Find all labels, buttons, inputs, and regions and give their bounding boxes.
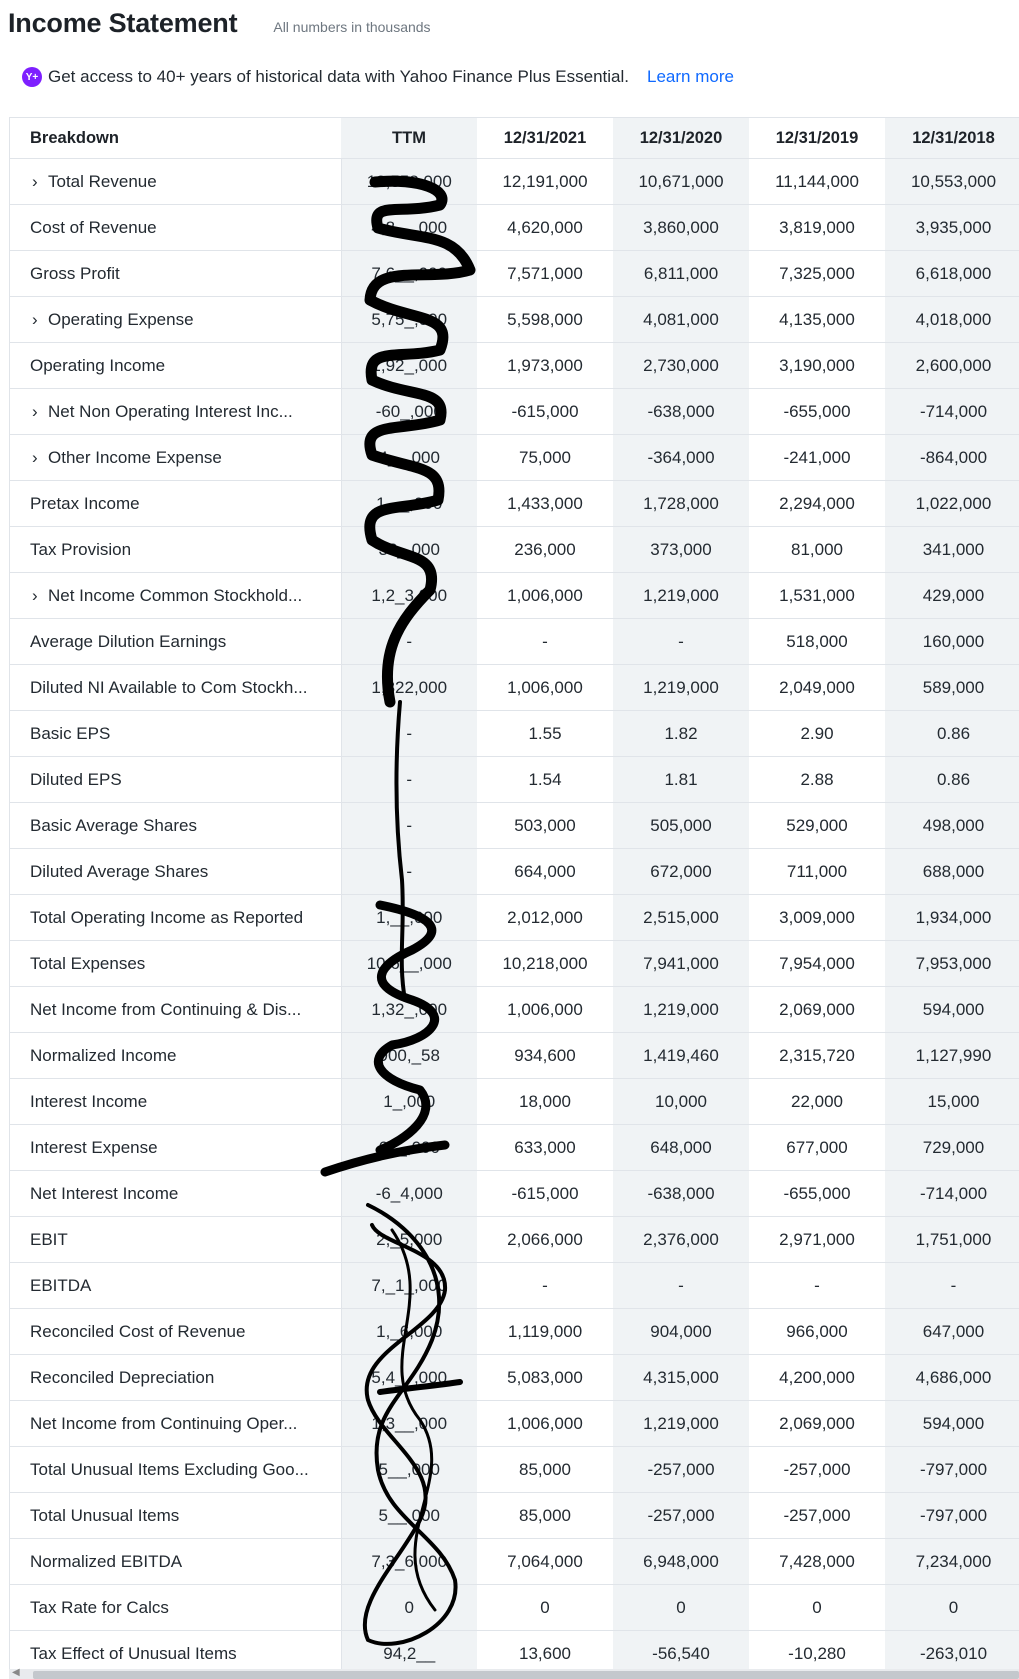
value-cell: 2,069,000 [749, 987, 885, 1033]
value-cell: 711,000 [749, 849, 885, 895]
row-label-cell [10, 941, 341, 987]
chevron-right-icon[interactable]: › [32, 309, 38, 329]
value-cell: -615,000 [477, 389, 613, 435]
value-cell: 1,219,000 [613, 665, 749, 711]
row-label-cell [10, 1079, 341, 1125]
value-cell: 2,012,000 [477, 895, 613, 941]
row-label-cell[interactable] [10, 297, 341, 343]
value-cell: 0 [613, 1585, 749, 1631]
column-header-breakdown: Breakdown [10, 118, 341, 159]
row-label-cell [10, 711, 341, 757]
value-cell: 904,000 [613, 1309, 749, 1355]
row-label-cell [10, 1539, 341, 1585]
chevron-right-icon[interactable]: › [32, 447, 38, 467]
ttm-value-cell: 7,6__,000 [341, 251, 477, 297]
row-label-cell[interactable] [10, 389, 341, 435]
yahoo-plus-icon: Y+ [22, 67, 42, 87]
row-label-cell [10, 1171, 341, 1217]
ttm-value-cell: 5__,000 [341, 1493, 477, 1539]
value-cell: 10,000 [613, 1079, 749, 1125]
row-label: Operating Income [30, 355, 166, 375]
table-row [10, 527, 1019, 573]
income-statement-table [9, 117, 1019, 1670]
table-row [10, 343, 1019, 389]
table-row [10, 1171, 1019, 1217]
value-cell: 594,000 [885, 987, 1019, 1033]
value-cell: 429,000 [885, 573, 1019, 619]
value-cell: 160,000 [885, 619, 1019, 665]
row-label-cell [10, 1263, 341, 1309]
row-label-cell [10, 1125, 341, 1171]
value-cell: 15,000 [885, 1079, 1019, 1125]
ttm-value-cell: 1,92_,000 [341, 343, 477, 389]
value-cell: 1.82 [613, 711, 749, 757]
value-cell: -615,000 [477, 1171, 613, 1217]
scrollbar-thumb[interactable] [33, 1671, 1019, 1679]
row-label: Basic EPS [30, 723, 111, 743]
value-cell: 529,000 [749, 803, 885, 849]
ttm-value-cell: 33_,000 [341, 527, 477, 573]
value-cell: 4,200,000 [749, 1355, 885, 1401]
row-label: Interest Expense [30, 1137, 158, 1157]
row-label: Tax Rate for Calcs [30, 1597, 169, 1617]
row-label-cell [10, 895, 341, 941]
row-label: Other Income Expense [48, 447, 222, 467]
row-label-cell[interactable] [10, 159, 341, 205]
value-cell: 6,618,000 [885, 251, 1019, 297]
row-label: Net Income Common Stockhold... [48, 585, 303, 605]
value-cell: 11,144,000 [749, 159, 885, 205]
value-cell: -257,000 [613, 1493, 749, 1539]
row-label-cell [10, 1631, 341, 1671]
value-cell: - [749, 1263, 885, 1309]
table-row[interactable] [10, 297, 1019, 343]
row-label: Operating Expense [48, 309, 194, 329]
value-cell: 2,066,000 [477, 1217, 613, 1263]
value-cell: 3,009,000 [749, 895, 885, 941]
row-label-cell[interactable] [10, 435, 341, 481]
value-cell: 1,219,000 [613, 573, 749, 619]
value-cell: 1,751,000 [885, 1217, 1019, 1263]
table-row [10, 665, 1019, 711]
table-row [10, 1217, 1019, 1263]
promo-text: Get access to 40+ years of historical data with Yahoo Finance Plus Essential. [48, 67, 629, 86]
value-cell: 2,049,000 [749, 665, 885, 711]
value-cell: 22,000 [749, 1079, 885, 1125]
value-cell: 3,935,000 [885, 205, 1019, 251]
value-cell: -241,000 [749, 435, 885, 481]
value-cell: 1,219,000 [613, 987, 749, 1033]
row-label-cell [10, 527, 341, 573]
row-label-cell [10, 205, 341, 251]
row-label: Net Income from Continuing Oper... [30, 1413, 298, 1433]
value-cell: 1,419,460 [613, 1033, 749, 1079]
ttm-value-cell: 94,2__ [341, 1631, 477, 1671]
value-cell: 2,376,000 [613, 1217, 749, 1263]
value-cell: - [885, 1263, 1019, 1309]
value-cell: 594,000 [885, 1401, 1019, 1447]
value-cell: 3,819,000 [749, 205, 885, 251]
table-row [10, 1539, 1019, 1585]
ttm-value-cell: 10,6__,000 [341, 941, 477, 987]
ttm-value-cell: 900,_58 [341, 1033, 477, 1079]
value-cell: 2,600,000 [885, 343, 1019, 389]
value-cell: - [613, 1263, 749, 1309]
row-label-cell [10, 1401, 341, 1447]
value-cell: -797,000 [885, 1493, 1019, 1539]
value-cell: 4,018,000 [885, 297, 1019, 343]
table-row [10, 1585, 1019, 1631]
ttm-value-cell: -60_,000 [341, 389, 477, 435]
ttm-value-cell: 1,_6,000 [341, 1309, 477, 1355]
horizontal-scrollbar[interactable] [9, 1669, 1019, 1679]
value-cell: 2.88 [749, 757, 885, 803]
row-label: Reconciled Depreciation [30, 1367, 215, 1387]
row-label-cell [10, 1355, 341, 1401]
value-cell: 647,000 [885, 1309, 1019, 1355]
row-label-cell [10, 1447, 341, 1493]
value-cell: 1,022,000 [885, 481, 1019, 527]
value-cell: 6,948,000 [613, 1539, 749, 1585]
value-cell: -364,000 [613, 435, 749, 481]
value-cell: 6,811,000 [613, 251, 749, 297]
value-cell: 7,325,000 [749, 251, 885, 297]
chevron-right-icon[interactable]: › [32, 585, 38, 605]
ttm-value-cell: - [341, 619, 477, 665]
row-label: Net Interest Income [30, 1183, 179, 1203]
table-row[interactable] [10, 159, 1019, 205]
table-row [10, 619, 1019, 665]
row-label-cell [10, 251, 341, 297]
page-header [8, 8, 431, 44]
value-cell: 1,531,000 [749, 573, 885, 619]
value-cell: 2,315,720 [749, 1033, 885, 1079]
value-cell: -257,000 [749, 1447, 885, 1493]
ttm-value-cell: - [341, 803, 477, 849]
row-label-cell [10, 757, 341, 803]
value-cell: 10,553,000 [885, 159, 1019, 205]
row-label: Total Unusual Items [30, 1505, 180, 1525]
value-cell: 13,600 [477, 1631, 613, 1671]
value-cell: 2,515,000 [613, 895, 749, 941]
value-cell: 1,934,000 [885, 895, 1019, 941]
column-header-2019: 12/31/2019 [749, 118, 885, 159]
row-label: Reconciled Cost of Revenue [30, 1321, 246, 1341]
column-header-2020: 12/31/2020 [613, 118, 749, 159]
value-cell: 7,954,000 [749, 941, 885, 987]
value-cell: 373,000 [613, 527, 749, 573]
ttm-value-cell: - [341, 711, 477, 757]
ttm-value-cell: 2,_5,000 [341, 1217, 477, 1263]
row-label: Total Operating Income as Reported [30, 907, 304, 927]
value-cell: 85,000 [477, 1493, 613, 1539]
value-cell: 1,127,990 [885, 1033, 1019, 1079]
row-label: Net Income from Continuing & Dis... [30, 999, 302, 1019]
ttm-value-cell: 7,_1_,000 [341, 1263, 477, 1309]
value-cell: -56,540 [613, 1631, 749, 1671]
ttm-value-cell: 1_,000 [341, 1079, 477, 1125]
table-row [10, 895, 1019, 941]
table-row [10, 1125, 1019, 1171]
table-row[interactable] [10, 435, 1019, 481]
value-cell: 1,728,000 [613, 481, 749, 527]
value-cell: -263,010 [885, 1631, 1019, 1671]
value-cell: 12,191,000 [477, 159, 613, 205]
row-label: EBIT [30, 1229, 68, 1249]
table-row [10, 481, 1019, 527]
row-label-cell[interactable] [10, 573, 341, 619]
table-row[interactable] [10, 573, 1019, 619]
value-cell: 1,119,000 [477, 1309, 613, 1355]
value-cell: 1,006,000 [477, 1401, 613, 1447]
table-row [10, 757, 1019, 803]
value-cell: -655,000 [749, 389, 885, 435]
row-label-cell [10, 343, 341, 389]
value-cell: 18,000 [477, 1079, 613, 1125]
row-label-cell [10, 987, 341, 1033]
row-label-cell [10, 1217, 341, 1263]
value-cell: 5,083,000 [477, 1355, 613, 1401]
value-cell: 648,000 [613, 1125, 749, 1171]
value-cell: 4,686,000 [885, 1355, 1019, 1401]
table-row [10, 1309, 1019, 1355]
value-cell: -638,000 [613, 389, 749, 435]
value-cell: - [613, 619, 749, 665]
value-cell: 505,000 [613, 803, 749, 849]
value-cell: 10,218,000 [477, 941, 613, 987]
chevron-right-icon[interactable]: › [32, 171, 38, 191]
value-cell: 672,000 [613, 849, 749, 895]
table-row [10, 1401, 1019, 1447]
row-label: Total Expenses [30, 953, 146, 973]
value-cell: 7,571,000 [477, 251, 613, 297]
ttm-value-cell: - [341, 849, 477, 895]
value-cell: 3,190,000 [749, 343, 885, 389]
table-header-row [10, 118, 1019, 159]
value-cell: 4,135,000 [749, 297, 885, 343]
value-cell: 2,069,000 [749, 1401, 885, 1447]
value-cell: 2,971,000 [749, 1217, 885, 1263]
value-cell: -714,000 [885, 389, 1019, 435]
ttm-value-cell: 1,32_,000 [341, 987, 477, 1033]
row-label: Average Dilution Earnings [30, 631, 227, 651]
table-row [10, 1355, 1019, 1401]
row-label-cell [10, 1033, 341, 1079]
value-cell: 75,000 [477, 435, 613, 481]
row-label: Normalized Income [30, 1045, 177, 1065]
value-cell: 688,000 [885, 849, 1019, 895]
row-label: Diluted Average Shares [30, 861, 209, 881]
value-cell: -714,000 [885, 1171, 1019, 1217]
value-cell: 503,000 [477, 803, 613, 849]
ttm-value-cell: 12,558,000 [341, 159, 477, 205]
value-cell: 4,081,000 [613, 297, 749, 343]
ttm-value-cell: 4__,000 [341, 435, 477, 481]
value-cell: -257,000 [749, 1493, 885, 1539]
ttm-value-cell: 0 [341, 1585, 477, 1631]
row-label-cell [10, 619, 341, 665]
learn-more-link[interactable]: Learn more [647, 67, 734, 86]
row-label: Diluted EPS [30, 769, 122, 789]
column-header-ttm: TTM [341, 118, 477, 159]
value-cell: 589,000 [885, 665, 1019, 711]
value-cell: -797,000 [885, 1447, 1019, 1493]
ttm-value-cell: 7,3_6,000 [341, 1539, 477, 1585]
row-label: Basic Average Shares [30, 815, 197, 835]
ttm-value-cell: 5,4__,000 [341, 1355, 477, 1401]
ttm-value-cell: 1,__,000 [341, 481, 477, 527]
value-cell: 1,433,000 [477, 481, 613, 527]
value-cell: -10,280 [749, 1631, 885, 1671]
ttm-value-cell: 1,3__,000 [341, 1401, 477, 1447]
value-cell: 0 [749, 1585, 885, 1631]
chevron-right-icon[interactable]: › [32, 401, 38, 421]
value-cell: 2.90 [749, 711, 885, 757]
table-row [10, 1263, 1019, 1309]
table-row [10, 941, 1019, 987]
table-body [10, 159, 1019, 1671]
value-cell: 5,598,000 [477, 297, 613, 343]
row-label: Tax Effect of Unusual Items [30, 1643, 237, 1663]
table-row [10, 711, 1019, 757]
row-label-cell [10, 1585, 341, 1631]
value-cell: -257,000 [613, 1447, 749, 1493]
table-row [10, 205, 1019, 251]
value-cell: 518,000 [749, 619, 885, 665]
value-cell: 677,000 [749, 1125, 885, 1171]
ttm-value-cell: 5__,000 [341, 1447, 477, 1493]
value-cell: 85,000 [477, 1447, 613, 1493]
value-cell: 7,234,000 [885, 1539, 1019, 1585]
value-cell: 1,006,000 [477, 987, 613, 1033]
value-cell: 1,973,000 [477, 343, 613, 389]
value-cell: 7,064,000 [477, 1539, 613, 1585]
row-label: Interest Income [30, 1091, 148, 1111]
row-label: Total Unusual Items Excluding Goo... [30, 1459, 309, 1479]
row-label: Cost of Revenue [30, 217, 157, 237]
value-cell: 81,000 [749, 527, 885, 573]
row-label-cell [10, 849, 341, 895]
value-cell: 664,000 [477, 849, 613, 895]
value-cell: 1.54 [477, 757, 613, 803]
row-label-cell [10, 665, 341, 711]
value-cell: - [477, 1263, 613, 1309]
row-label-cell [10, 481, 341, 527]
ttm-value-cell: 1,__,000 [341, 895, 477, 941]
value-cell: -864,000 [885, 435, 1019, 481]
column-header-2018: 12/31/2018 [885, 118, 1019, 159]
plus-promo-banner [22, 64, 734, 90]
value-cell: 0 [477, 1585, 613, 1631]
value-cell: 2,730,000 [613, 343, 749, 389]
value-cell: 1,006,000 [477, 573, 613, 619]
value-cell: 236,000 [477, 527, 613, 573]
value-cell: 3,860,000 [613, 205, 749, 251]
value-cell: 0 [885, 1585, 1019, 1631]
table-row [10, 1493, 1019, 1539]
table-row [10, 251, 1019, 297]
value-cell: 341,000 [885, 527, 1019, 573]
value-cell: 4,315,000 [613, 1355, 749, 1401]
ttm-value-cell: -6_4,000 [341, 1171, 477, 1217]
value-cell: 4,620,000 [477, 205, 613, 251]
value-cell: 1,219,000 [613, 1401, 749, 1447]
value-cell: -638,000 [613, 1171, 749, 1217]
row-label: EBITDA [30, 1275, 92, 1295]
row-label-cell [10, 1493, 341, 1539]
column-header-2021: 12/31/2021 [477, 118, 613, 159]
table-row[interactable] [10, 389, 1019, 435]
row-label: Tax Provision [30, 539, 132, 559]
value-cell: 7,953,000 [885, 941, 1019, 987]
table-row [10, 803, 1019, 849]
ttm-value-cell: 1,322,000 [341, 665, 477, 711]
ttm-value-cell: 5,75_,000 [341, 297, 477, 343]
table-row [10, 1447, 1019, 1493]
value-cell: 934,600 [477, 1033, 613, 1079]
value-cell: 1.55 [477, 711, 613, 757]
row-label-cell [10, 1309, 341, 1355]
value-cell: 2,294,000 [749, 481, 885, 527]
row-label: Net Non Operating Interest Inc... [48, 401, 293, 421]
table-row [10, 1033, 1019, 1079]
row-label: Total Revenue [48, 171, 157, 191]
value-cell: 10,671,000 [613, 159, 749, 205]
value-cell: 7,428,000 [749, 1539, 885, 1585]
scroll-left-icon[interactable]: ◀ [12, 1667, 20, 1678]
table-row [10, 987, 1019, 1033]
value-cell: 729,000 [885, 1125, 1019, 1171]
value-cell: 498,000 [885, 803, 1019, 849]
ttm-value-cell: - [341, 757, 477, 803]
value-cell: 0.86 [885, 711, 1019, 757]
table-row [10, 1631, 1019, 1671]
ttm-value-cell: 1,2_3,000 [341, 573, 477, 619]
units-note: All numbers in thousands [273, 19, 431, 35]
value-cell: 966,000 [749, 1309, 885, 1355]
ttm-value-cell: 4,8__,000 [341, 205, 477, 251]
row-label: Normalized EBITDA [30, 1551, 183, 1571]
value-cell: 1,006,000 [477, 665, 613, 711]
value-cell: 7,941,000 [613, 941, 749, 987]
row-label: Diluted NI Available to Com Stockh... [30, 677, 308, 697]
row-label: Gross Profit [30, 263, 120, 283]
value-cell: 1.81 [613, 757, 749, 803]
ttm-value-cell: 6__,000 [341, 1125, 477, 1171]
value-cell: 0.86 [885, 757, 1019, 803]
value-cell: 633,000 [477, 1125, 613, 1171]
table-row [10, 1079, 1019, 1125]
table-row [10, 849, 1019, 895]
value-cell: - [477, 619, 613, 665]
value-cell: -655,000 [749, 1171, 885, 1217]
row-label: Pretax Income [30, 493, 140, 513]
page-title: Income Statement [8, 8, 238, 38]
row-label-cell [10, 803, 341, 849]
